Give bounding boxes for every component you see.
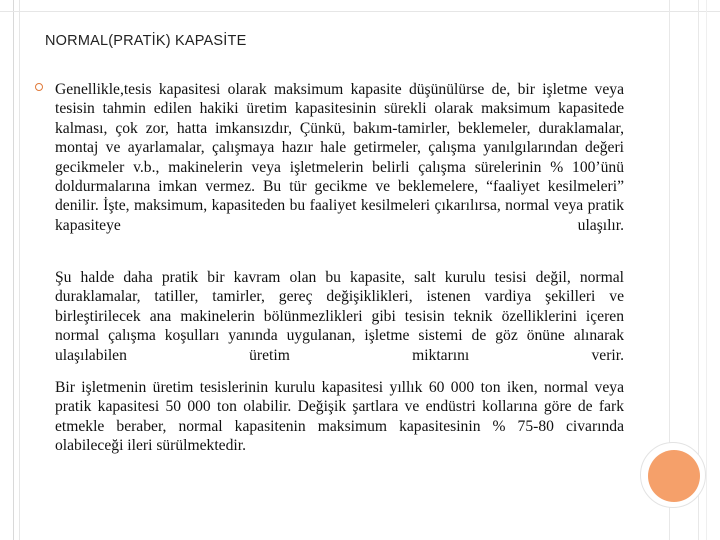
paragraph-3: Bir işletmenin üretim tesislerinin kurulu kapasitesi yıllık 60 000 ton iken, normal veya pratik kapasitesi 50 000 ton olabilir. Değişik şartlara ve endüstri kollarına göre de fark etmekle beraber, normal kapasitenin maksimum kapasitesinin % 75-80 civarında olabileceği ileri sürülmektedir. [55, 379, 624, 455]
frame-line-left [13, 0, 14, 540]
frame-line-top [0, 11, 720, 12]
paragraph-2: Şu halde daha pratik bir kavram olan bu kapasite, salt kurulu tesisi değil, normal duraklamalar, tatiller, tamirler, gereç değişiklikleri, istenen vardiya şekilleri ve birleştirilecek ana makinelerin bölünmezlikleri gibi tesisin teknik özelliklerini içeren normal çalışma koşulları yanında uygulanan, işletme sistemi de göz önüne alınarak ulaşılabilen üretim miktarını verir. [55, 269, 624, 364]
frame-line-left-inner [19, 0, 20, 540]
decor-circle-orange [648, 450, 700, 502]
slide-title: NORMAL(PRATİK) KAPASİTE [45, 33, 247, 49]
bullet-circle-icon [35, 83, 43, 91]
decor-line-right-outer [706, 0, 707, 540]
paragraph-1: Genellikle,tesis kapasitesi olarak maksimum kapasite düşünülürse de, bir işletme veya tesisin tahmin edilen hakiki üretim kapasitesinin sürekli olarak maksimum kapasitede kalması, çok zor, hatta imkansızdır, Çünkü, bakım-tamirler, beklemeler, duraklamalar, montaj ve ayarlamalar, çalışmaya hazır hale getirmeler, çalışma yanılgılarından değeri gecikmeler v.b., makinelerin veya işletmelerin belirli çalışma sürelerinin % 100’ünü doldurmalarına imkan vermez. Bu tür gecikme ve beklemelere, “faaliyet kesilmeleri” denilir. İşte, maksimum, kapasiteden bu faaliyet kesilmeleri çıkarılırsa, normal veya pratik kapasiteye ulaşılır. [55, 81, 624, 234]
